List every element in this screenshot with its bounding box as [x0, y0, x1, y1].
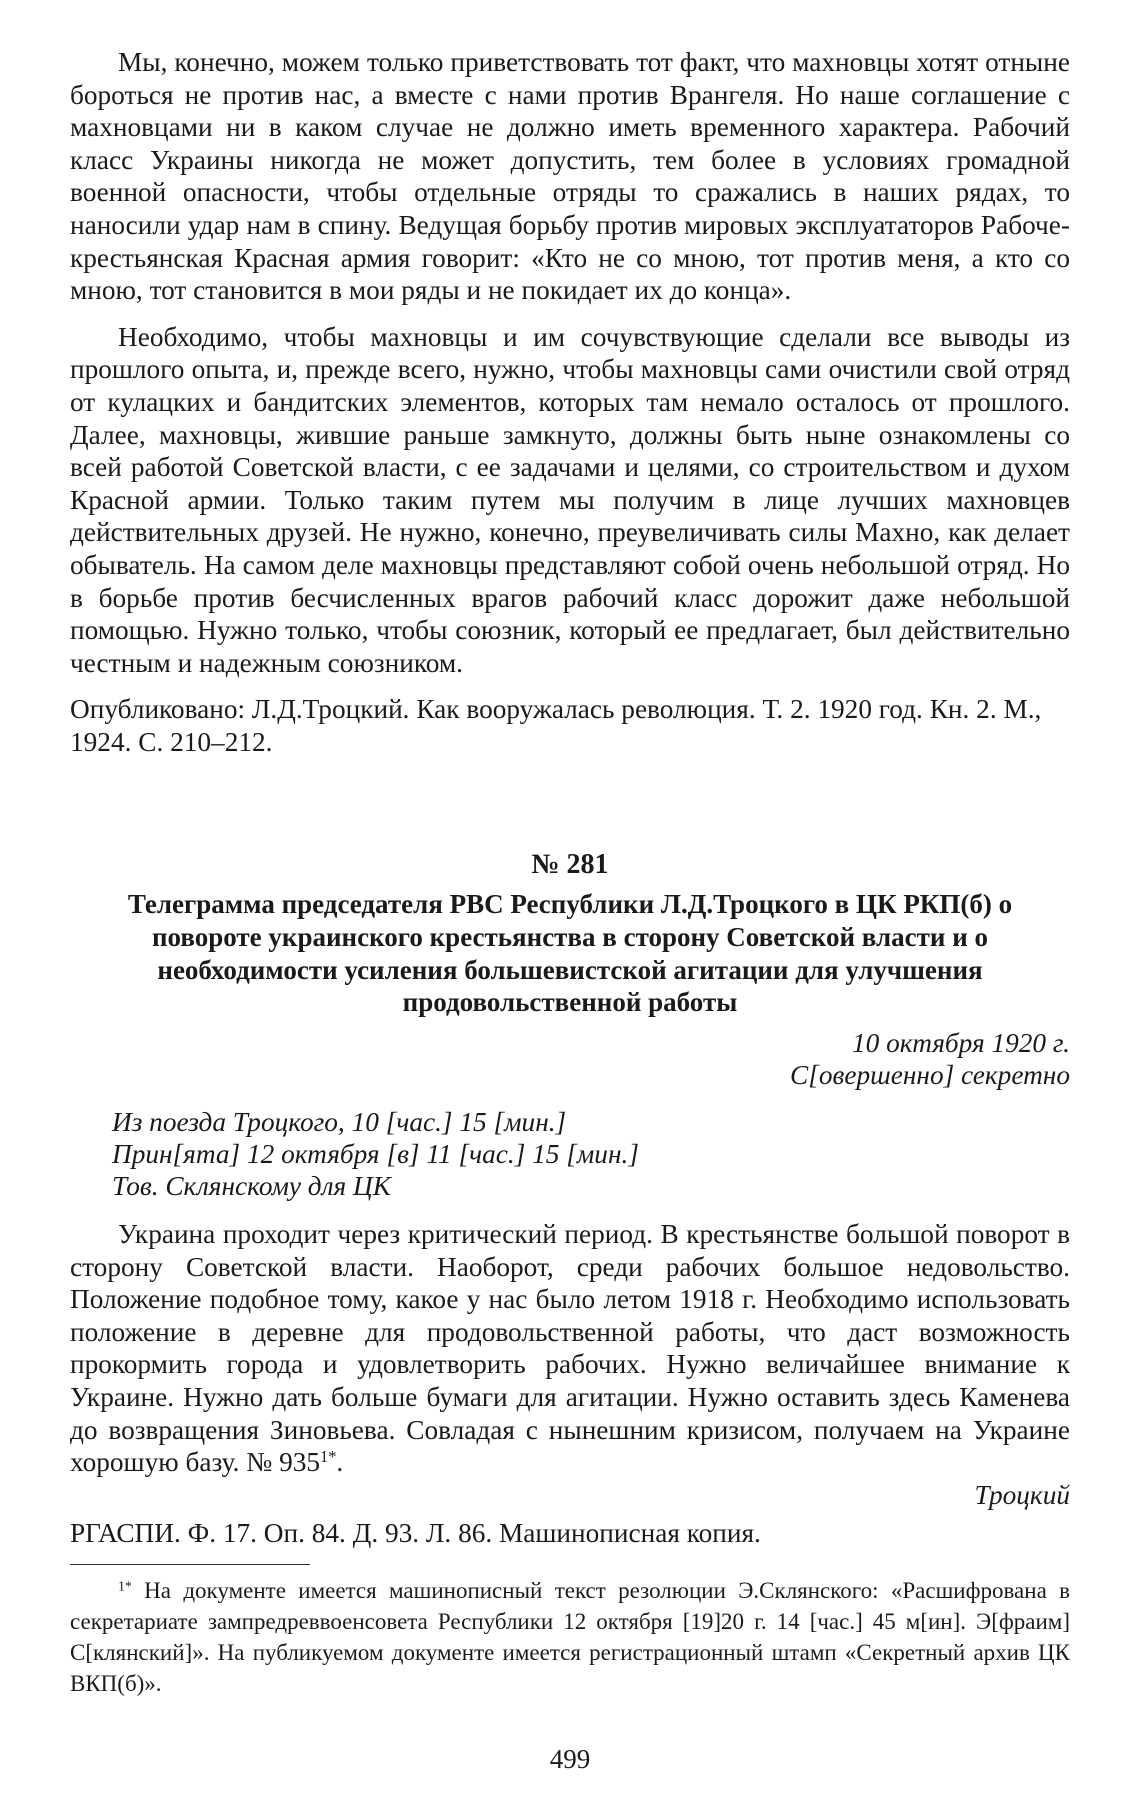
route-line-received: Прин[ята] 12 октября [в] 11 [час.] 15 [мин.]: [112, 1139, 639, 1170]
footnote-reference: 1*: [320, 1447, 337, 1467]
document-page: [70, 46, 1070, 1776]
footnote-text: На документе имеется машинописный текст резолюции Э.Склянского: «Расшифрована в секретариате зампредреввоенсовета Республики 12 октября [19]20 г. 14 [час.] 45 м[ин]. Э[фраим] С[клянский]». На публикуемом документе имеется регистрационный штамп «Секретный архив ЦК ВКП(б)».: [70, 1577, 1070, 1696]
document-title: Телеграмма председателя РВС Республики Л.Д.Троцкого в ЦК РКП(б) о повороте украинского крестьянства в сторону Советской власти и о необходимости усиления большевистской агитации для улучшения продовольственной работы: [127, 889, 1013, 1018]
route-line-addressee: Тов. Склянскому для ЦК: [112, 1171, 391, 1202]
document-number: № 281: [531, 849, 609, 881]
paragraph-makhno-agreement: Мы, конечно, можем только приветствовать тот факт, что махновцы хотят отныне бороться не против нас, а вместе с нами против Врангеля. Но наше соглашение с махновцами ни в каком случае не должно иметь временного характера. Рабочий класс Украины никогда не может допустить, тем более в условиях громадной военной опасности, чтобы отдельные отряды то сражались в наших рядах, то наносили удар нам в спину. Ведущая борьбу против мировых эксплуататоров Рабоче-крестьянская Красная армия говорит: «Кто не со мною, тот против меня, а кто со мною, тот становится в мои ряды и не покидает их до конца».: [70, 47, 1070, 306]
paragraph-makhno-conclusions: Необходимо, чтобы махновцы и им сочувствующие сделали все выводы из прошлого опыта, и, прежде всего, нужно, чтобы махновцы сами очистили свой отряд от кулацких и бандитских элементов, которых там немало осталось от прошлого. Далее, махновцы, жившие раньше замкнуто, должны быть ныне ознакомлены со всей работой Советской власти, с ее задачами и целями, со строительством и духом Красной армии. Только таким путем мы получим в лице лучших махновцев действительных друзей. Не нужно, конечно, преувеличивать силы Махно, как делает обыватель. На самом деле махновцы представляют собой очень небольшой отряд. Но в борьбе против бесчисленных врагов рабочий класс дорожит даже небольшой помощью. Нужно только, чтобы союзник, который ее предлагает, был действительно честным и надежным союзником.: [70, 321, 1070, 678]
publication-source: Опубликовано: Л.Д.Троцкий. Как вооружалась революция. Т. 2. 1920 год. Кн. 2. М., 1924. С. 210–212.: [70, 694, 1042, 757]
page-number: 499: [549, 1743, 591, 1774]
telegram-body: Украина проходит через критический период. В крестьянстве большой поворот в сторону Советской власти. Наоборот, среди рабочих большое недовольство. Положение подобное тому, какое у нас было летом 1918 г. Необходимо использовать положение в деревне для продовольственной работы, что даст возможность прокормить города и удовлетворить рабочих. Нужно величайшее внимание к Украине. Нужно дать больше бумаги для агитации. Нужно оставить здесь Каменева до возвращения Зиновьева. Совладая с нынешним кризисом, получаем на Украине хорошую базу. № $935^{1*}$.: [70, 1219, 1070, 1478]
signature: Троцкий: [974, 1479, 1070, 1510]
footnote-mark: 1*: [118, 1578, 132, 1594]
route-line-sent: Из поезда Троцкого, 10 [час.] 15 [мин.]: [112, 1107, 567, 1138]
footnote-divider: [70, 1564, 310, 1565]
telegram-body-text: Украина проходит через критический период. В крестьянстве большой поворот в сторону Советской власти. Наоборот, среди рабочих большое недовольство. Положение подобное тому, какое у нас было летом 1918 г. Необходимо использовать положение в деревне для продовольственной работы, что даст возможность прокормить города и удовлетворить рабочих. Нужно величайшее внимание к Украине. Нужно дать больше бумаги для агитации. Нужно оставить здесь Каменева до возвращения Зиновьева. Совладая с нынешним кризисом, получаем на Украине хорошую базу. № 935: [70, 1219, 1070, 1478]
archive-reference: РГАСПИ. Ф. 17. Оп. 84. Д. 93. Л. 86. Машинописная копия.: [70, 1518, 761, 1549]
secrecy-mark: С[овершенно] секретно: [790, 1060, 1070, 1091]
telegram-route: [70, 1106, 1070, 1202]
footnote: [70, 1575, 1070, 1699]
document-date: 10 октября 1920 г.: [852, 1027, 1070, 1058]
